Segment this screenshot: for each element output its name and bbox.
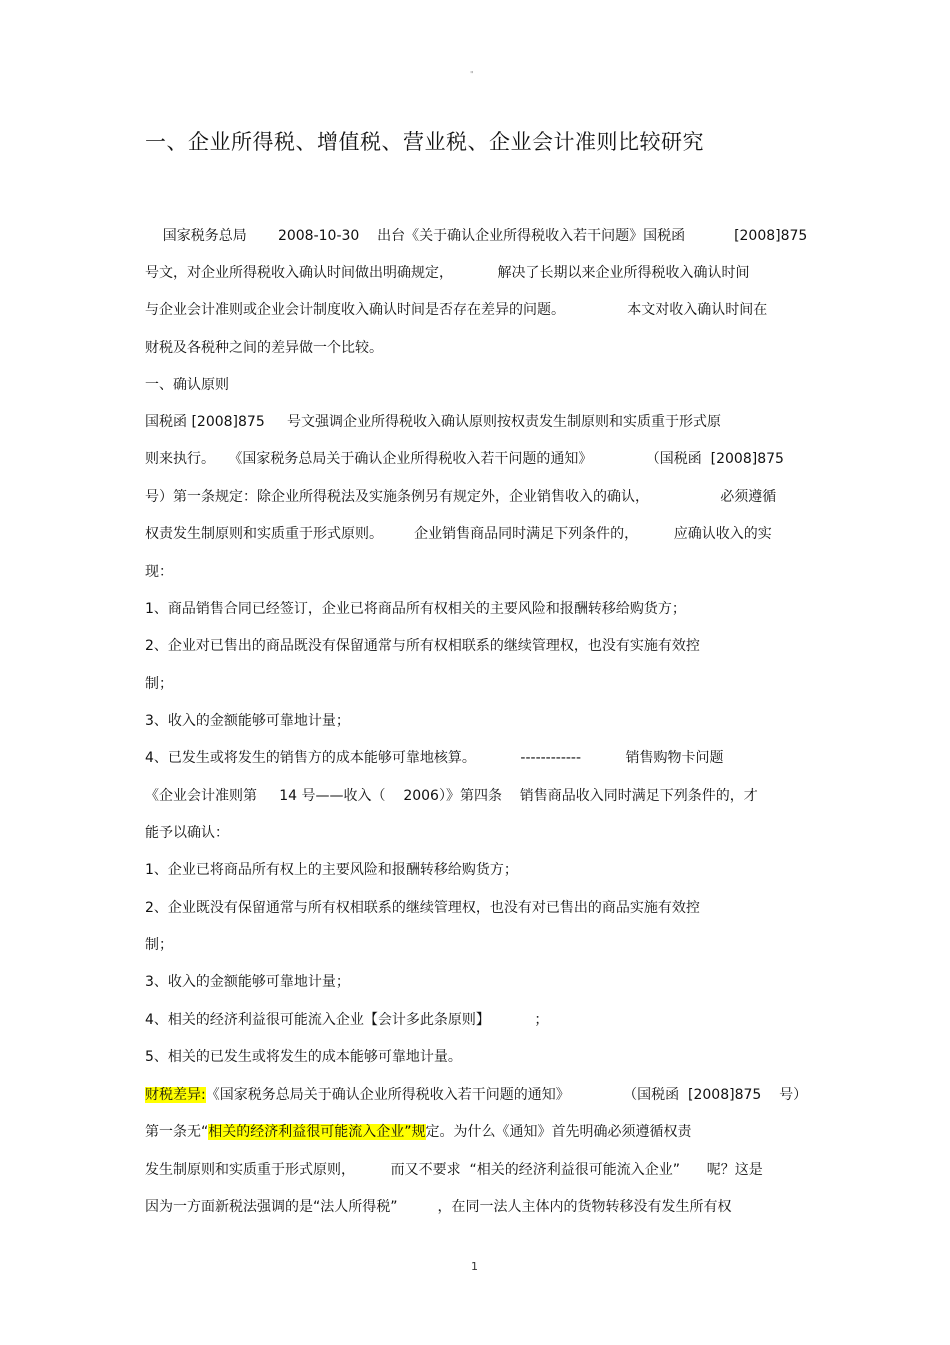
diff-text: 第一条无“ <box>145 1124 209 1140</box>
body-line: 财税及各税种之间的差异做一个比较。 <box>145 340 383 356</box>
header-mark: " <box>470 70 474 79</box>
page-number: 1 <box>471 1260 478 1273</box>
list-item: 4、已发生或将发生的销售方的成本能够可靠地核算。 ------------ 销售购物卡问题 <box>145 750 724 766</box>
section-heading: 一、确认原则 <box>145 377 229 393</box>
body-line: 现： <box>145 564 173 580</box>
list-item: 4、相关的经济利益很可能流入企业【会计多此条原则】 ； <box>145 1012 549 1028</box>
diff-label: 财税差异: <box>145 1087 206 1103</box>
body-line: 权责发生制原则和实质重于形式原则。 企业销售商品同时满足下列条件的， 应确认收入的实 <box>145 526 772 542</box>
list-item: 制； <box>145 676 173 692</box>
list-item: 1、商品销售合同已经签订，企业已将商品所有权相关的主要风险和报酬转移给购货方； <box>145 601 686 617</box>
body-line: 能予以确认： <box>145 825 229 841</box>
body-line: 号文，对企业所得税收入确认时间做出明确规定， 解决了长期以来企业所得税收入确认时间 <box>145 265 750 281</box>
diff-text: 定。为什么《通知》首先明确必须遵循权责 <box>425 1124 692 1140</box>
list-item: 制； <box>145 937 173 953</box>
list-item: 5、相关的已发生或将发生的成本能够可靠地计量。 <box>145 1049 462 1065</box>
body-line: 因为一方面新税法强调的是“法人所得税” ，在同一法人主体内的货物转移没有发生所有权 <box>145 1199 732 1215</box>
document-title: 一、企业所得税、增值税、营业税、企业会计准则比较研究 <box>145 130 704 154</box>
body-line: 则来执行。 《国家税务总局关于确认企业所得税收入若干问题的通知》 （国税函 [2008]875 <box>145 451 784 467</box>
list-item: 1、企业已将商品所有权上的主要风险和报酬转移给购货方； <box>145 862 518 878</box>
diff-line <box>145 1085 807 1105</box>
list-item: 2、企业既没有保留通常与所有权相联系的继续管理权，也没有对已售出的商品实施有效控 <box>145 900 700 916</box>
body-line: 号）第一条规定：除企业所得税法及实施条例另有规定外，企业销售收入的确认， 必须遵循 <box>145 489 777 505</box>
diff-text: 《国家税务总局关于确认企业所得税收入若干问题的通知》 （国税函 [2008]875 号） <box>205 1087 808 1103</box>
body-line: 与企业会计准则或企业会计制度收入确认时间是否存在差异的问题。 本文对收入确认时间在 <box>145 302 768 318</box>
body-line: 《企业会计准则第 14 号——收入（ 2006）》第四条 销售商品收入同时满足下列条件的，才 <box>145 788 758 804</box>
highlighted-phrase: 相关的经济利益很可能流入企业”规 <box>208 1124 426 1140</box>
list-item: 2、企业对已售出的商品既没有保留通常与所有权相联系的继续管理权，也没有实施有效控 <box>145 638 700 654</box>
body-line: 国家税务总局 2008-10-30 出台《关于确认企业所得税收入若干问题》国税函 [2008]875 <box>145 228 808 244</box>
list-item: 3、收入的金额能够可靠地计量； <box>145 713 350 729</box>
body-line: 发生制原则和实质重于形式原则， 而又不要求 “相关的经济利益很可能流入企业” 呢？这是 <box>145 1162 763 1178</box>
list-item: 3、收入的金额能够可靠地计量； <box>145 974 350 990</box>
body-line: 国税函 [2008]875 号文强调企业所得税收入确认原则按权责发生制原则和实质重于形式原 <box>145 414 721 430</box>
diff-line <box>145 1122 692 1142</box>
